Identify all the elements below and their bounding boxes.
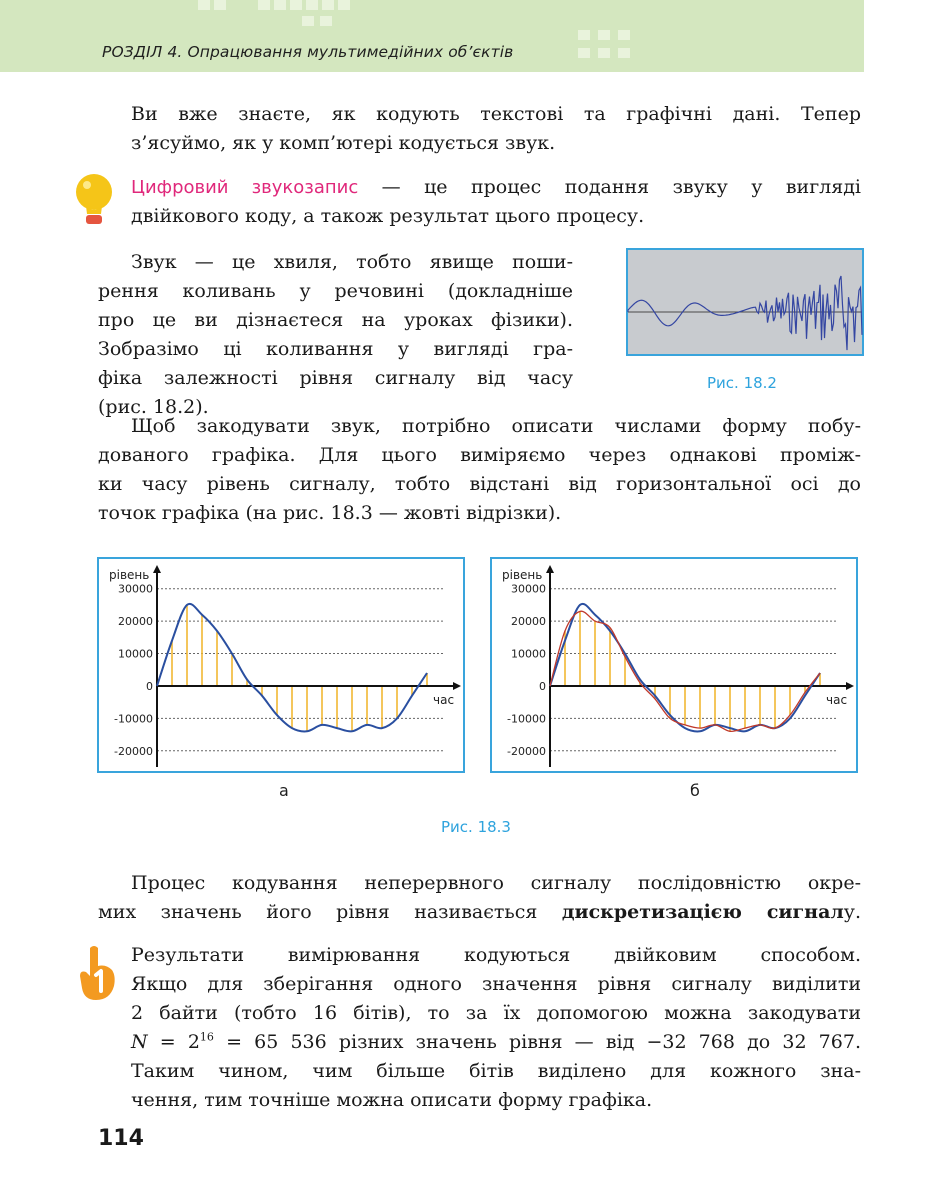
y-axis-label: рівень <box>109 568 150 582</box>
results-formula-n: N <box>131 1031 148 1053</box>
header-square <box>338 0 350 10</box>
chapter-header <box>0 0 864 72</box>
y-axis-label: рівень <box>502 568 543 582</box>
x-axis-label: час <box>433 692 455 707</box>
figure-18-2-caption: Рис. 18.2 <box>707 374 777 392</box>
results-line-2: Якщо для зберігання одного значення рівня сигналу виділити <box>131 973 861 995</box>
x-axis-label: час <box>826 692 848 707</box>
header-square <box>618 48 630 58</box>
header-square <box>274 0 286 10</box>
header-square <box>198 0 210 10</box>
discretization-line-2-start: мих значень його рівня називається <box>98 901 562 923</box>
y-tick-label: -10000 <box>114 712 153 726</box>
header-square <box>290 0 302 10</box>
encoding-line-3: ки часу рівень сигналу, тобто відстані від горизонтальної осі до <box>98 473 861 495</box>
y-tick-label: 20000 <box>511 615 546 629</box>
y-tick-label: 10000 <box>118 647 153 661</box>
y-tick-label: 30000 <box>118 582 153 596</box>
header-square <box>598 30 610 40</box>
results-paragraph <box>131 941 861 1115</box>
sound-line-4: Зобразімо ці коливання у вигляді гра- <box>98 338 573 360</box>
header-square <box>320 16 332 26</box>
results-line-3: 2 байти (тобто 16 бітів), то за їх допомогою можна закодувати <box>131 1002 861 1024</box>
y-tick-label: -20000 <box>114 744 153 758</box>
sound-wave-paragraph <box>98 248 573 422</box>
encoding-line-2: дованого графіка. Для цього виміряємо через однакові проміж- <box>98 444 861 466</box>
header-square <box>322 0 334 10</box>
header-square <box>214 0 226 10</box>
chapter-title: РОЗДІЛ 4. Опрацювання мультимедійних об’єктів <box>102 43 514 61</box>
discretization-term: дискретизацією сигнал <box>561 901 844 923</box>
header-square <box>598 48 610 58</box>
discretization-line-2-end: у. <box>843 901 861 923</box>
sound-line-2: рення коливань у речовині (докладніше <box>98 280 573 302</box>
header-square <box>302 16 314 26</box>
encoding-paragraph <box>98 412 861 528</box>
definition-term: Цифровий звукозапис <box>131 177 359 198</box>
header-square <box>306 0 318 10</box>
waveform-figure <box>626 248 864 356</box>
intro-paragraph <box>131 100 861 158</box>
header-square <box>618 30 630 40</box>
y-tick-label: 30000 <box>511 582 546 596</box>
results-formula-exp: 16 <box>199 1030 214 1044</box>
intro-line-2: з’ясуймо, як у комп’ютері кодується звук. <box>131 132 556 154</box>
results-line-6: чення, тим точніше можна описати форму графіка. <box>131 1089 653 1111</box>
sound-line-5: фіка залежності рівня сигналу від часу <box>98 367 573 389</box>
results-line-5: Таким чином, чим більше бітів виділено для кожного зна- <box>131 1060 861 1082</box>
header-square <box>258 0 270 10</box>
pointing-hand-icon <box>76 944 120 1002</box>
y-tick-label: -10000 <box>507 712 546 726</box>
definition-paragraph <box>131 173 861 231</box>
header-square <box>578 30 590 40</box>
results-line-1: Результати вимірювання кодуються двійковим способом. <box>131 944 861 966</box>
page-number: 114 <box>98 1126 144 1151</box>
encoding-line-4: точок графіка (на рис. 18.3 — жовті відрізки). <box>98 502 562 524</box>
lightbulb-icon <box>74 172 116 228</box>
sound-line-3: про це ви дізнаєтеся на уроках фізики). <box>98 309 573 331</box>
results-formula-eq: = 2 <box>147 1031 200 1053</box>
discretization-paragraph <box>98 869 861 927</box>
encoding-line-1: Щоб закодувати звук, потрібно описати числами форму побу- <box>131 415 861 437</box>
y-tick-label: 10000 <box>511 647 546 661</box>
y-tick-label: 0 <box>539 679 546 693</box>
chart-b-label: б <box>690 781 700 800</box>
sound-line-1: Звук — це хвиля, тобто явище поши- <box>131 251 573 273</box>
figure-18-3-caption: Рис. 18.3 <box>441 818 511 836</box>
definition-line-2: двійкового коду, а також результат цього процесу. <box>131 205 645 227</box>
results-line-4: = 65 536 різних значень рівня — від −32 768 до 32 767. <box>213 1031 861 1053</box>
header-square <box>578 48 590 58</box>
chart-a-label: а <box>279 781 289 800</box>
chart-a <box>97 557 465 773</box>
y-tick-label: 0 <box>146 679 153 693</box>
y-tick-label: 20000 <box>118 615 153 629</box>
y-tick-label: -20000 <box>507 744 546 758</box>
intro-line-1: Ви вже знаєте, як кодують текстові та графічні дані. Тепер <box>131 103 861 125</box>
sound-line-6: (рис. 18.2). <box>98 396 209 418</box>
discretization-line-1: Процес кодування неперервного сигналу послідовністю окре- <box>131 872 861 894</box>
definition-line-1: — це процес подання звуку у вигляді <box>358 176 861 198</box>
chart-b <box>490 557 858 773</box>
